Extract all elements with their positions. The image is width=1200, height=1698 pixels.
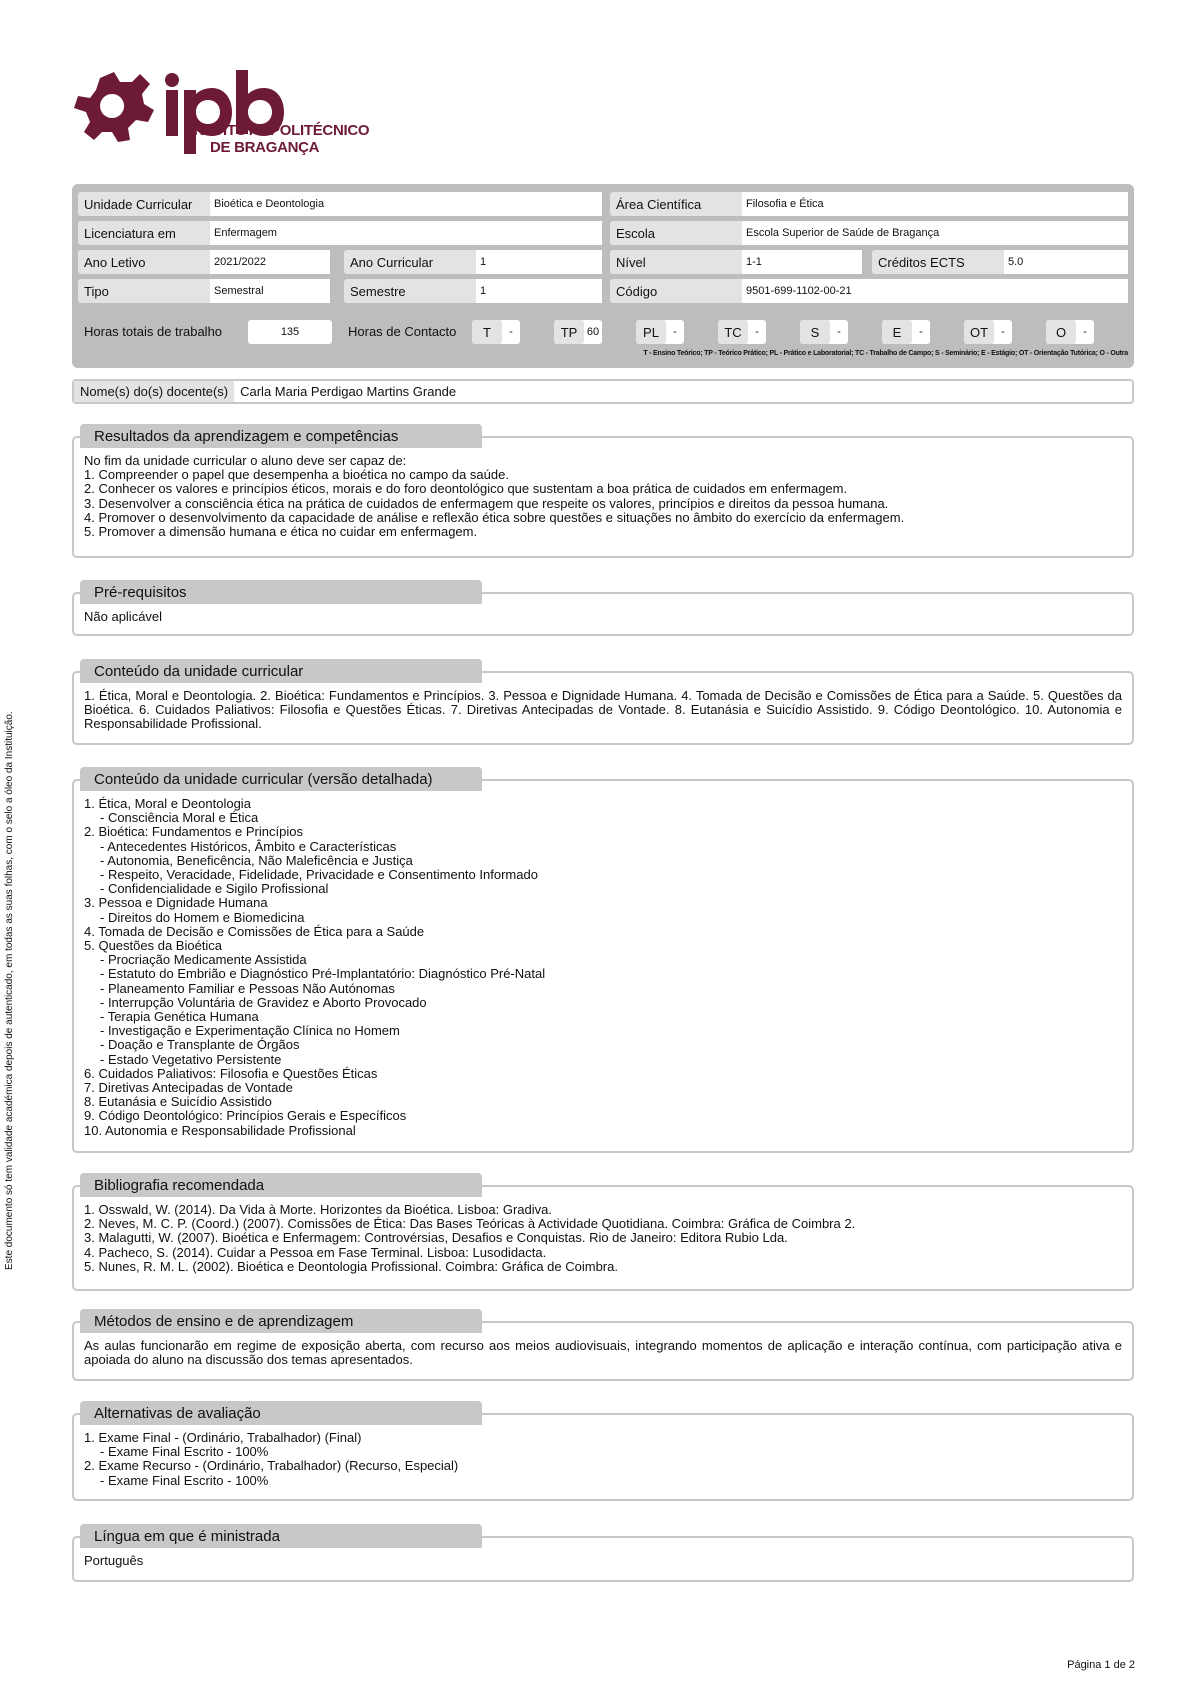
- field-value: 9501-699-1102-00-21: [742, 279, 1128, 303]
- section-prerequisitos: [72, 580, 1134, 636]
- text-line: No fim da unidade curricular o aluno deve ser capaz de:: [84, 453, 407, 468]
- field-value: 5.0: [1004, 250, 1128, 274]
- text-line: - Exame Final Escrito - 100%: [100, 1444, 269, 1460]
- field-nivel: [610, 250, 862, 274]
- text-line: 5. Questões da Bioética: [84, 938, 223, 954]
- text-line: 3. Desenvolver a consciência ética na prática de cuidados de enfermagem que respeite os valores, princípios e direitos da pessoa humana.: [84, 495, 889, 511]
- field-label: Semestre: [350, 283, 406, 299]
- text-line: 8. Eutanásia e Suicídio Assistido: [84, 1094, 272, 1110]
- contact-hours-tc: [718, 320, 766, 344]
- text-line: Português: [84, 1553, 144, 1568]
- field-value: 1-1: [742, 250, 862, 274]
- horas-contacto-label: Horas de Contacto: [348, 324, 457, 339]
- docente-field: [72, 379, 1134, 404]
- text-line: 4. Promover o desenvolvimento da capacidade de análise e reflexão ética sobre questões e situações no âmbito do exercício da enfermagem.: [84, 509, 905, 525]
- institution-line2: DE BRAGANÇA: [210, 139, 320, 156]
- text-line: - Terapia Genética Humana: [100, 1009, 259, 1025]
- course-info-panel: [72, 184, 1134, 368]
- contact-key: E: [882, 320, 912, 344]
- text-line: 5. Nunes, R. M. L. (2002). Bioética e Deontologia Profissional. Coimbra: Gráfica de Coimbra.: [84, 1258, 618, 1274]
- text-line: 7. Diretivas Antecipadas de Vontade: [84, 1080, 293, 1096]
- section-title: Língua em que é ministrada: [80, 1524, 482, 1548]
- text-line: 1. Ética, Moral e Deontologia: [84, 796, 251, 811]
- field-label: Ano Letivo: [84, 254, 146, 270]
- contact-value: -: [509, 326, 513, 338]
- field-label: Licenciatura em: [84, 225, 176, 241]
- section-resultados: [72, 424, 1134, 558]
- field-ano-letivo: [78, 250, 330, 274]
- section-body: [84, 610, 1122, 624]
- text-line: 10. Autonomia e Responsabilidade Profissional: [84, 1122, 356, 1138]
- text-line: 1. Compreender o papel que desempenha a bioética no campo da saúde.: [84, 467, 509, 483]
- field-escola: [610, 221, 1128, 245]
- field-label: Área Científica: [616, 196, 702, 212]
- contact-key: T: [472, 320, 502, 344]
- contact-hours-pl: [636, 320, 684, 344]
- section-lingua: [72, 1524, 1134, 1582]
- text-line: 2. Exame Recurso - (Ordinário, Trabalhador) (Recurso, Especial): [84, 1458, 459, 1474]
- contact-value: -: [755, 326, 759, 338]
- section-body: [84, 1203, 1122, 1274]
- text-line: 5. Promover a dimensão humana e ética no cuidar em enfermagem.: [84, 524, 478, 540]
- text-line: 2. Neves, M. C. P. (Coord.) (2007). Comissões de Ética: Das Bases Teóricas à Actividade Quotidiana. Coimbra: Gráfica de Coimbra 2.: [84, 1216, 856, 1232]
- section-body: [84, 797, 1122, 1138]
- text-line: - Confidencialidade e Sigilo Profissional: [100, 881, 329, 897]
- section-title: Conteúdo da unidade curricular (versão detalhada): [80, 767, 482, 791]
- text-line: 6. Cuidados Paliativos: Filosofia e Questões Éticas: [84, 1065, 378, 1081]
- section-title: Métodos de ensino e de aprendizagem: [80, 1309, 482, 1333]
- contact-key: OT: [964, 320, 994, 344]
- field-value: 2021/2022: [210, 250, 330, 274]
- validity-side-note: Este documento só tem validade académica depois de autenticado, em todas as suas folhas, com o selo a óleo da Instituição.: [4, 711, 15, 1270]
- horas-totais-label: Horas totais de trabalho: [84, 324, 223, 339]
- page-number: Página 1 de 2: [1067, 1659, 1135, 1671]
- text-line: 1. Osswald, W. (2014). Da Vida à Morte. Horizontes da Bioética. Lisboa: Gradiva.: [84, 1202, 552, 1217]
- horas-totais-value: 135: [248, 320, 332, 344]
- field-licenciatura: [78, 221, 602, 245]
- contact-hours-t: [472, 320, 520, 344]
- text-paragraph: 1. Ética, Moral e Deontologia. 2. Bioética: Fundamentos e Princípios. 3. Pessoa e Dignidade Humana. 4. Tomada de Decisão e Comissões de Ética para a Saúde. 5. Questões da Bioética. 6. Cuidados Paliativos: Filosofia e Questões Éticas. 7. Diretivas Antecipadas de Vontade. 8. Eutanásia e Suicídio Assistido. 9. Código Deontológico. 10. Autonomia e Responsabilidade Profissional.: [84, 688, 1122, 732]
- field-semestre: [344, 279, 602, 303]
- section-body: [84, 454, 1122, 539]
- section-bibliografia: [72, 1173, 1134, 1291]
- contact-value: -: [673, 326, 677, 338]
- field-value: Bioética e Deontologia: [210, 192, 602, 216]
- field-value: 1: [476, 250, 602, 274]
- field-label: Código: [616, 283, 658, 299]
- text-line: 1. Exame Final - (Ordinário, Trabalhador) (Final): [84, 1430, 362, 1445]
- contact-hours-s: [800, 320, 848, 344]
- docente-label: Nome(s) do(s) docente(s): [74, 381, 234, 402]
- contact-value: -: [1083, 326, 1087, 338]
- contact-value: -: [919, 326, 923, 338]
- contact-key: S: [800, 320, 830, 344]
- text-line: - Procriação Medicamente Assistida: [100, 952, 307, 968]
- contact-hours-o: [1046, 320, 1094, 344]
- field-label: Unidade Curricular: [84, 196, 193, 212]
- section-body: [84, 1431, 1122, 1488]
- text-line: 9. Código Deontológico: Princípios Gerais e Específicos: [84, 1108, 407, 1124]
- text-line: - Planeamento Familiar e Pessoas Não Autónomas: [100, 980, 395, 996]
- contact-hours-e: [882, 320, 930, 344]
- text-line: Não aplicável: [84, 609, 163, 624]
- section-metodos: [72, 1309, 1134, 1381]
- field-tipo: [78, 279, 330, 303]
- text-line: - Antecedentes Históricos, Âmbito e Características: [100, 838, 397, 854]
- field-codigo: [610, 279, 1128, 303]
- contact-hours-tp: [554, 320, 602, 344]
- contact-key: TC: [718, 320, 748, 344]
- section-conteudo-detalhado: [72, 767, 1134, 1153]
- institution-line1: INSTITUTO POLITÉCNICO: [190, 122, 370, 139]
- section-title: Resultados da aprendizagem e competências: [80, 424, 482, 448]
- section-title: Pré-requisitos: [80, 580, 482, 604]
- contact-value: 60: [586, 326, 600, 338]
- text-line: - Estatuto do Embrião e Diagnóstico Pré-Implantatório: Diagnóstico Pré-Natal: [100, 966, 546, 982]
- text-line: 3. Malagutti, W. (2007). Bioética e Enfermagem: Controvérsias, Desafios e Conquistas. Rio de Janeiro: Editora Rubio Lda.: [84, 1230, 788, 1246]
- text-line: 2. Conhecer os valores e princípios éticos, morais e do foro deontológico que sustentam a boa prática de cuidados em enfermagem.: [84, 481, 848, 497]
- section-body: [84, 1339, 1122, 1367]
- contact-hours-legend: T - Ensino Teórico; TP - Teórico Prático; PL - Prático e Laboratorial; TC - Trabalho de Campo; S - Seminário; E - Estágio; OT - Orientação Tutórica; O - Outra: [643, 350, 1128, 357]
- field-unidade-curricular: [78, 192, 602, 216]
- text-line: - Investigação e Experimentação Clínica no Homem: [100, 1023, 400, 1039]
- field-value: Enfermagem: [210, 221, 602, 245]
- field-ano-curricular: [344, 250, 602, 274]
- section-title: Alternativas de avaliação: [80, 1401, 482, 1425]
- field-area-cientifica: [610, 192, 1128, 216]
- text-line: - Exame Final Escrito - 100%: [100, 1472, 269, 1488]
- ipb-logo: [70, 70, 400, 170]
- field-value: 1: [476, 279, 602, 303]
- section-body: [84, 689, 1122, 732]
- field-value: Semestral: [210, 279, 330, 303]
- contact-key: TP: [554, 320, 584, 344]
- text-line: 3. Pessoa e Dignidade Humana: [84, 895, 268, 911]
- text-paragraph: As aulas funcionarão em regime de exposição aberta, com recurso aos meios audiovisuais, integrando momentos de aplicação e interação contínua, com participação ativa e apoiada do aluno na discussão dos temas apresentados.: [84, 1338, 1122, 1368]
- text-line: - Direitos do Homem e Biomedicina: [100, 909, 305, 925]
- field-label: Tipo: [84, 283, 109, 299]
- field-label: Ano Curricular: [350, 254, 434, 270]
- text-line: - Estado Vegetativo Persistente: [100, 1051, 282, 1067]
- contact-hours-ot: [964, 320, 1012, 344]
- text-line: - Doação e Transplante de Órgãos: [100, 1037, 300, 1053]
- text-line: - Consciência Moral e Ética: [100, 810, 259, 826]
- contact-key: O: [1046, 320, 1076, 344]
- section-title: Conteúdo da unidade curricular: [80, 659, 482, 683]
- text-line: - Autonomia, Beneficência, Não Maleficência e Justiça: [100, 852, 413, 868]
- text-line: - Interrupção Voluntária de Gravidez e Aborto Provocado: [100, 994, 427, 1010]
- text-line: 4. Tomada de Decisão e Comissões de Ética para a Saúde: [84, 923, 425, 939]
- field-value: Filosofia e Ética: [742, 192, 1128, 216]
- field-label: Nível: [616, 254, 646, 270]
- field-label: Créditos ECTS: [878, 254, 965, 270]
- text-line: 2. Bioética: Fundamentos e Princípios: [84, 824, 303, 840]
- text-line: - Respeito, Veracidade, Fidelidade, Privacidade e Consentimento Informado: [100, 867, 538, 883]
- section-conteudo: [72, 659, 1134, 745]
- contact-value: -: [1001, 326, 1005, 338]
- contact-value: -: [837, 326, 841, 338]
- institution-name: [186, 122, 369, 156]
- field-creditos-ects: [872, 250, 1128, 274]
- field-value: Escola Superior de Saúde de Bragança: [742, 221, 1128, 245]
- docente-value: Carla Maria Perdigao Martins Grande: [240, 384, 457, 399]
- section-title: Bibliografia recomendada: [80, 1173, 482, 1197]
- section-body: [84, 1554, 1122, 1568]
- text-line: 4. Pacheco, S. (2014). Cuidar a Pessoa em Fase Terminal. Lisboa: Lusodidacta.: [84, 1244, 547, 1260]
- section-avaliacao: [72, 1401, 1134, 1501]
- contact-key: PL: [636, 320, 666, 344]
- field-label: Escola: [616, 225, 656, 241]
